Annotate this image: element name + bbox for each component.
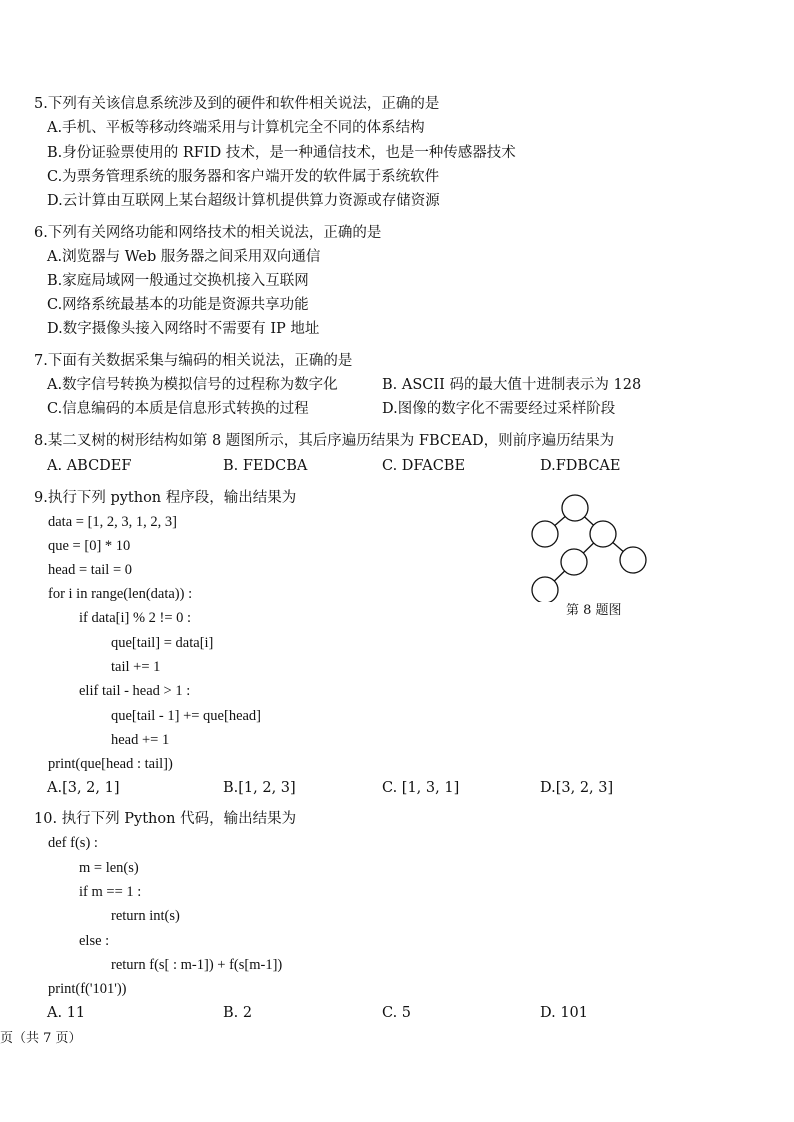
q5-option-b: B.身份证验票使用的 RFID 技术，是一种通信技术，也是一种传感器技术 <box>47 145 516 161</box>
q6-option-b: B.家庭局域网一般通过交换机接入互联网 <box>47 273 309 289</box>
q9-code-line: head = tail = 0 <box>48 562 132 578</box>
q10-code-line: else : <box>79 933 110 949</box>
q10-stem: 10. 执行下列 Python 代码，输出结果为 <box>34 811 297 827</box>
q10-code-line: if m == 1 : <box>79 884 142 900</box>
q9-option-c: C. [1, 3, 1] <box>382 780 460 796</box>
q10-code-line: def f(s) : <box>48 835 98 851</box>
q9-option-d: D.[3, 2, 3] <box>540 780 614 796</box>
q10-option-a: A. 11 <box>47 1005 86 1021</box>
tree-node <box>561 549 587 575</box>
q9-code-line: elif tail - head > 1 : <box>79 683 191 699</box>
binary-tree-figure <box>526 490 666 602</box>
tree-node <box>532 521 558 547</box>
q6-option-d: D.数字摄像头接入网络时不需要有 IP 地址 <box>47 321 320 337</box>
page-footer: 页（共 7 页） <box>0 1031 82 1046</box>
q5-stem: 5.下列有关该信息系统涉及到的硬件和软件相关说法，正确的是 <box>34 96 440 112</box>
tree-node <box>590 521 616 547</box>
q9-stem: 9.执行下列 python 程序段，输出结果为 <box>34 490 297 506</box>
q9-code-line: tail += 1 <box>111 659 161 675</box>
q10-code-line: m = len(s) <box>79 860 139 876</box>
q9-code-line: data = [1, 2, 3, 1, 2, 3] <box>48 514 177 530</box>
q7-option-b: B. ASCII 码的最大值十进制表示为 128 <box>382 377 642 393</box>
q8-option-b: B. FEDCBA <box>223 458 308 474</box>
q10-code-line: return int(s) <box>111 908 180 924</box>
q10-option-d: D. 101 <box>540 1005 589 1021</box>
q9-option-a: A.[3, 2, 1] <box>47 780 120 796</box>
q6-option-a: A.浏览器与 Web 服务器之间采用双向通信 <box>47 249 321 265</box>
q6-option-c: C.网络系统最基本的功能是资源共享功能 <box>47 297 309 313</box>
tree-node <box>620 547 646 573</box>
q9-code-line: if data[i] % 2 != 0 : <box>79 610 192 626</box>
q9-code-line: que[tail] = data[i] <box>111 635 214 651</box>
q6-stem: 6.下列有关网络功能和网络技术的相关说法，正确的是 <box>34 225 382 241</box>
q5-option-c: C.为票务管理系统的服务器和客户端开发的软件属于系统软件 <box>47 169 440 185</box>
q7-stem: 7.下面有关数据采集与编码的相关说法，正确的是 <box>34 353 353 369</box>
q8-option-d: D.FDBCAE <box>540 458 621 474</box>
q10-option-b: B. 2 <box>223 1005 253 1021</box>
q10-option-c: C. 5 <box>382 1005 412 1021</box>
q9-code-line: print(que[head : tail]) <box>48 756 173 772</box>
q7-option-c: C.信息编码的本质是信息形式转换的过程 <box>47 401 309 417</box>
q8-option-c: C. DFACBE <box>382 458 466 474</box>
q9-code-line: que = [0] * 10 <box>48 538 131 554</box>
q9-option-b: B.[1, 2, 3] <box>223 780 296 796</box>
q5-option-d: D.云计算由互联网上某台超级计算机提供算力资源或存储资源 <box>47 193 440 209</box>
q10-code-line: return f(s[ : m-1]) + f(s[m-1]) <box>111 957 283 973</box>
figure-caption: 第 8 题图 <box>566 603 622 618</box>
q8-option-a: A. ABCDEF <box>47 458 132 474</box>
q5-option-a: A.手机、平板等移动终端采用与计算机完全不同的体系结构 <box>47 120 425 136</box>
q8-stem: 8.某二叉树的树形结构如第 8 题图所示，其后序遍历结果为 FBCEAD，则前序遍历结果为 <box>34 433 615 449</box>
q7-option-d: D.图像的数字化不需要经过采样阶段 <box>382 401 616 417</box>
q9-code-line: que[tail - 1] += que[head] <box>111 708 262 724</box>
tree-node <box>562 495 588 521</box>
tree-node <box>532 577 558 602</box>
q10-code-line: print(f('101')) <box>48 981 127 997</box>
q7-option-a: A.数字信号转换为模拟信号的过程称为数字化 <box>47 377 338 393</box>
q9-code-line: head += 1 <box>111 732 170 748</box>
q9-code-line: for i in range(len(data)) : <box>48 586 193 602</box>
